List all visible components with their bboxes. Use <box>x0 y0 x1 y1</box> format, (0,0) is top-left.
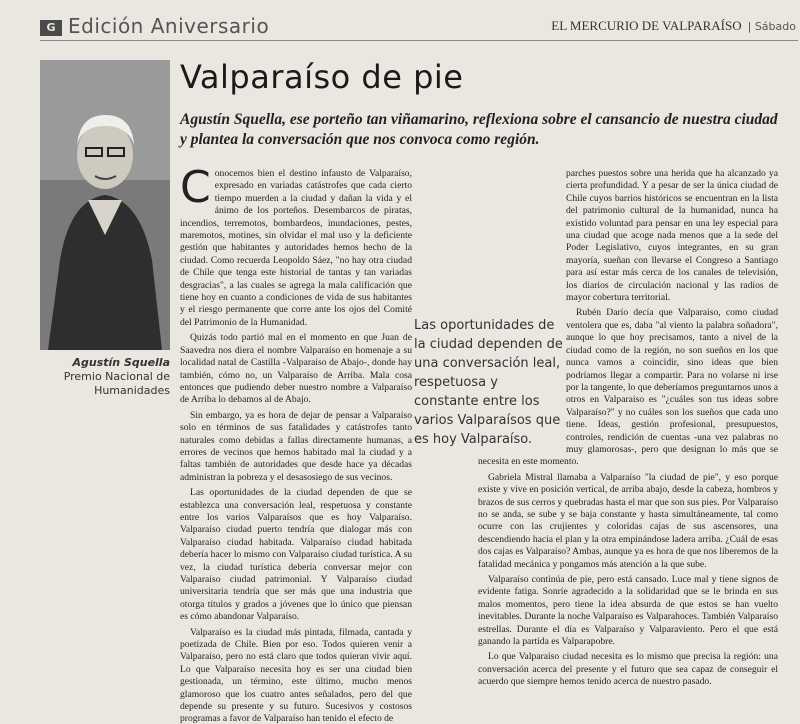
paragraph: Sin embargo, ya es hora de dejar de pensar a Valparaíso solo en términos de sus fatalidades y catástrofes tanto naturales como debidas a fallas directamente humanas, a errores de vecinos que hemos habitado mal la ciudad y a faltas también de autoridades que desde hace ya décadas administran la pobreza y el desasosiego de sus vecinos. <box>180 409 412 483</box>
photo-caption <box>40 356 170 398</box>
paragraph-text: onocemos bien el destino infausto de Valparaíso, expresado en variadas catástrofes que cada cierto tiempo muerden a la ciudad y dañan la vida y el ánimo de los porteños. Desembarcos de piratas, incendios, terremotos, bombardeos, inundaciones, pestes, maremotos, motines, sin olvidar el mal uso y la deficiente gestión que habitantes y autoridades hemos hecho de la ciudad. Como recuerda Leopoldo Sáez, "no hay otra ciudad de Chile que tenga este historial de tantas y tan variadas desgracias", a las cuales se agrega la mala calificación que tiene hoy en cuanto a condiciones de vida de sus habitantes y el riesgo permanente que corre ante los ojos del Comité del Patrimonio de la Humanidad. <box>180 168 412 328</box>
paragraph: Gabriela Mistral llamaba a Valparaíso "la ciudad de pie", y eso porque existe y vive en posición vertical, de arriba abajo, desde la cabeza, hombros y brazos de sus cerros y quebradas hasta el mar que son sus pies. Por Valparaíso no se anda, se sube y se baja constante y hasta simultáneamente, tal como ocurre con las crujientes y coloridas cajas de sus ascensores, una descendiendo hacia el plan y la otra empinándose ladera arriba. ¿Cuál de esas dos cajas es Valparaíso? Ambas, aunque ya es hora de que nos liberemos de la fatalidad mecánica y pongamos más atención a la que sube. <box>478 471 778 570</box>
page-date-fragment: | Sábado <box>747 20 796 33</box>
article-subtitle: Agustín Squella, ese porteño tan viñamarino, reflexiona sobre el cansancio de nuestra ciudad y plantea la conversación que nos convoca como región. <box>180 111 778 148</box>
caption-role: Premio Nacional de Humanidades <box>63 370 170 397</box>
paragraph: Lo que Valparaíso ciudad necesita es lo mismo que precisa la región: una conversación acerca del presente y el futuro que sea capaz de conseguir el acuerdo que siempre hemos tenido acerca de nuestro pasado. <box>478 651 778 688</box>
newspaper-name <box>551 18 796 34</box>
newspaper-logo-icon: G <box>40 20 62 36</box>
pull-quote-spacer <box>478 308 566 448</box>
paragraph: Valparaíso es la ciudad más pintada, filmada, cantada y poetizada de Chile. Bien por eso. Todos quieren venir a Valparaíso, pero no está claro que todos quieran vivir aquí. Lo que Valparaíso necesita hoy es ser una ciudad bien gestionada, un término, este último, mucho menos glamoroso que los cuatro antes señalados, pero del que depende su presente y su futuro. Sucesivos y costosos programas a favor de Valparaíso han tenido el efecto de <box>180 626 412 724</box>
article-column-2 <box>478 168 778 724</box>
newspaper-title: EL MERCURIO DE VALPARAÍSO <box>551 18 742 33</box>
author-portrait-image <box>40 60 170 350</box>
paragraph: Valparaíso continúa de pie, pero está cansado. Luce mal y tiene signos de evidente fatiga. Sonríe agradecido a la solidaridad que se le brinda en sus malos momentos, pero tiene la idea absurda de que estos se han vuelto inevitables. Durante la noche Valparaíso es Valparahoces. También Valparaíso estrellas. Durante el día es Valparaíso y Valparaviento. Pero el que está ganando la partida es Valparapobre. <box>478 574 778 648</box>
paragraph: Quizás todo partió mal en el momento en que Juan de Saavedra nos diera el nombre Valparaíso en homenaje a su localidad natal de Castilla -Valparaíso de Abajo-, donde hay también, cómo no, un Valparaíso de Arriba. Mala cosa entonces que pudiendo deber nuestro nombre a Valparaíso de Arriba lo debamos al de Abajo. <box>180 332 412 406</box>
paragraph: Las oportunidades de la ciudad dependen de que se establezca una conversación leal, respetuosa y constante entre los varios Valparaísos que es hoy Valparaíso. Valparaíso ciudad puerto tendría que dialogar más con Valparaíso ciudad habitada. Valparaíso ciudad habitada debería hacer lo mismo con Valparaíso ciudad turística. A su vez, la ciudad turística debería conversar mejor con Valparaíso ciudad patrimonial. Y Valparaíso ciudad universitaria tendría que ser más que una industria que otorga títulos y grados a jóvenes que lo único que piensan es cómo abandonar Valparaíso. <box>180 487 412 623</box>
article-title: Valparaíso de pie <box>180 58 464 96</box>
article-column-1 <box>180 168 412 724</box>
pull-quote: Las oportunidades de la ciudad dependen de una conversación leal, respetuosa y constante entre los varios Valparaísos que es hoy Valparaíso. <box>414 318 563 447</box>
header-rule <box>40 40 798 41</box>
paragraph: parches puestos sobre una herida que ha alcanzado ya cierta profundidad. Y a pesar de ser la única ciudad de Chile cuyos barrios históricos se encuentran en la lista del patrimonio cultural de la humanidad, nunca ha existido voluntad para pensar en una ley especial para una ciudad que acoge nada menos que a la sede del Poder Legislativo, cuyos integrantes, en su gran mayoría, sueñan con llevarse el Congreso a Santiago para así estar más cerca de los canales de televisión, los diarios de circulación nacional y las radios de mayor cobertura territorial. <box>566 168 778 304</box>
section-title: Edición Aniversario <box>68 14 270 38</box>
paragraph <box>180 168 412 329</box>
author-photo <box>40 60 170 350</box>
paragraph: Rubén Darío decía que Valparaíso, como ciudad ventolera que es, daba "al viento la palabra soñadora", aunque lo que hoy precisamos, tanto a nivel de la ciudad como de la región, no son sueños en los que nunca vamos a coincidir, sino ideas que bien podríamos llegar a compartir. Para no volarse ni irse por la tangente, lo que deberíamos preguntarnos unos a otros en Valparaíso es "¿cuáles son tus ideas sobre Valparaíso?" y no cuáles son los sueños que cada uno tiene. Ideas, gestión profesional, presupuestos, controles, rendición de cuentas -una vez palabras no muy glamorosas-, pero que designan lo más que se necesita en este momento. <box>478 307 778 468</box>
drop-cap: C <box>180 168 211 213</box>
page-header <box>0 0 800 44</box>
caption-name: Agustín Squella <box>72 356 170 369</box>
